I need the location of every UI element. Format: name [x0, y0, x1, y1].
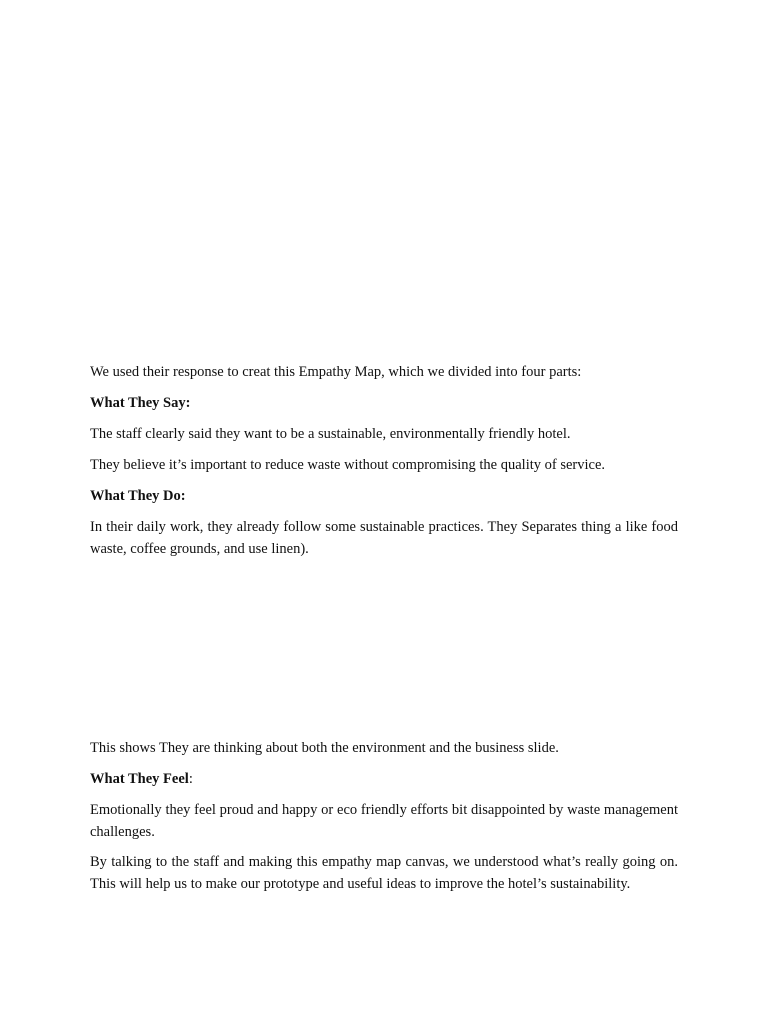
say-paragraph-2: They believe it’s important to reduce waste without compromising the quality of service.: [90, 457, 606, 473]
do-paragraph: In their daily work, they already follow some sustainable practices. They Separates thing a like food waste, coffee grounds, and use linen).: [90, 519, 678, 557]
intro-paragraph: We used their response to creat this Empathy Map, which we divided into four parts:: [90, 364, 582, 380]
feel-paragraph: Emotionally they feel proud and happy or eco friendly efforts bit disappointed by waste management challenges.: [90, 802, 678, 840]
think-paragraph: This shows They are thinking about both the environment and the business slide.: [90, 740, 559, 756]
heading-what-they-say: What They Say:: [90, 395, 191, 411]
heading-what-they-feel-line: [90, 768, 678, 790]
heading-what-they-feel: What They Feel: [90, 771, 189, 787]
say-paragraph-1: The staff clearly said they want to be a sustainable, environmentally friendly hotel.: [90, 426, 571, 442]
conclusion-paragraph: By talking to the staff and making this empathy map canvas, we understood what’s really going on. This will help us to make our prototype and useful ideas to improve the hotel’s sustainability.: [90, 854, 678, 892]
heading-what-they-do: What They Do:: [90, 488, 186, 504]
heading-colon: :: [188, 771, 193, 787]
